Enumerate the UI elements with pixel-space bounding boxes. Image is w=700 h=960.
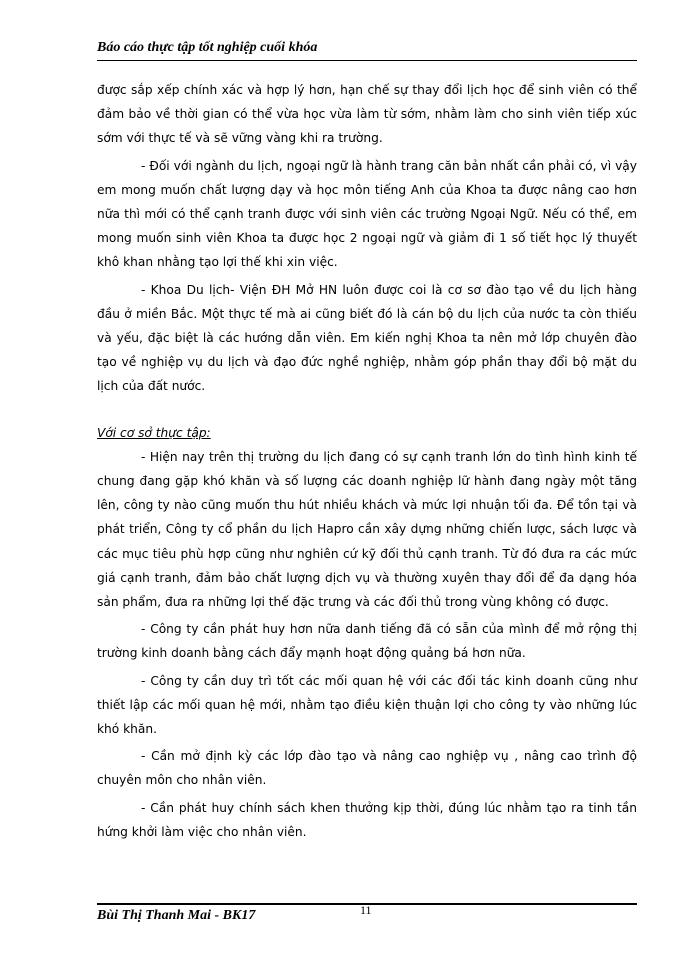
paragraph-tourism-faculty: - Khoa Du lịch- Viện ĐH Mở HN luôn được coi là cơ sơ đào tạo về du lịch hàng đầu ở miền Bắc. Một thực tế mà ai cũng biết đó là cán bộ du lịch của nước ta còn thiếu và yếu, đặc biệt là các hướng dẫn viên. Em kiến nghị Khoa ta nên mở lớp chuyên đào tạo về nghiệp vụ du lịch và đạo đức nghề nghiệp, nhằm góp phần thay đổi bộ mặt du lịch của đất nước. — [97, 282, 637, 394]
page-number: 11 — [360, 903, 372, 917]
paragraph-training: - Cần mở định kỳ các lớp đào tạo và nâng cao nghiệp vụ , nâng cao trình độ chuyên môn cho nhân viên. — [97, 749, 637, 788]
header-divider — [97, 60, 637, 61]
page-body — [97, 78, 637, 844]
paragraph-continued: được sắp xếp chính xác và hợp lý hơn, hạn chế sự thay đổi lịch học để sinh viên có thể đảm bảo về thời gian có thể vừa học vừa làm từ sớm, nhằm làm cho sinh viên tiếp xúc sớm với thực tế và sẽ vững vàng khi ra trường. — [97, 83, 637, 146]
paragraph-competition: - Hiện nay trên thị trường du lịch đang có sự cạnh tranh lớn do tình hình kinh tế chung đang gặp khó khăn và số lượng các doanh nghiệp lữ hành đang ngày một tăng lên, công ty nào cũng muốn thu hút nhiều khách và mức lợi nhuận tối đa. Để tồn tại và phát triển, Công ty cổ phần du lịch Hapro cần xây dựng những chiến lược, sách lược và các mục tiêu phù hợp cũng như nghiên cứ kỹ đối thủ cạnh tranh. Từ đó đưa ra các mức giá cạnh tranh, đảm bảo chất lượng dịch vụ và thường xuyên thay đổi để đa dạng hóa sản phẩm, đưa ra những lợi thế đặc trưng và các đối thủ trong vùng không có được. — [97, 449, 637, 610]
paragraph-partners: - Công ty cần duy trì tốt các mối quan hệ với các đối tác kinh doanh cũng như thiết lập các mối quan hệ mới, nhằm tạo điều kiện thuận lợi cho công ty vào những lúc khó khăn. — [97, 673, 637, 737]
footer-author: Bùi Thị Thanh Mai - BK17 — [97, 908, 256, 923]
section-heading: Với cơ sở thực tập: — [97, 425, 211, 440]
paragraph-reputation: - Công ty cần phát huy hơn nữa danh tiếng đã có sẵn của mình để mở rộng thị trường kinh doanh bằng cách đẩy mạnh hoạt động quảng bá hơn nữa. — [97, 622, 637, 661]
page-header-title: Báo cáo thực tập tốt nghiệp cuối khóa — [97, 40, 318, 55]
paragraph-foreign-language: - Đối với ngành du lịch, ngoại ngữ là hành trang căn bản nhất cần phải có, vì vậy em mong muốn chất lượng dạy và học môn tiếng Anh của Khoa ta được nâng cao hơn nữa thì mới có thể cạnh tranh được với sinh viên các trường Ngoại Ngữ. Nếu có thể, em mong muốn sinh viên Khoa ta được học 2 ngoại ngữ và giảm đi 1 số tiết học lý thuyết khô khan nhằng tạo lợi thế khi xin việc. — [97, 158, 637, 270]
paragraph-rewards: - Cần phát huy chính sách khen thưởng kịp thời, đúng lúc nhằm tạo ra tinh tần hứng khởi làm việc cho nhân viên. — [97, 800, 637, 839]
section-spacer — [97, 399, 637, 421]
